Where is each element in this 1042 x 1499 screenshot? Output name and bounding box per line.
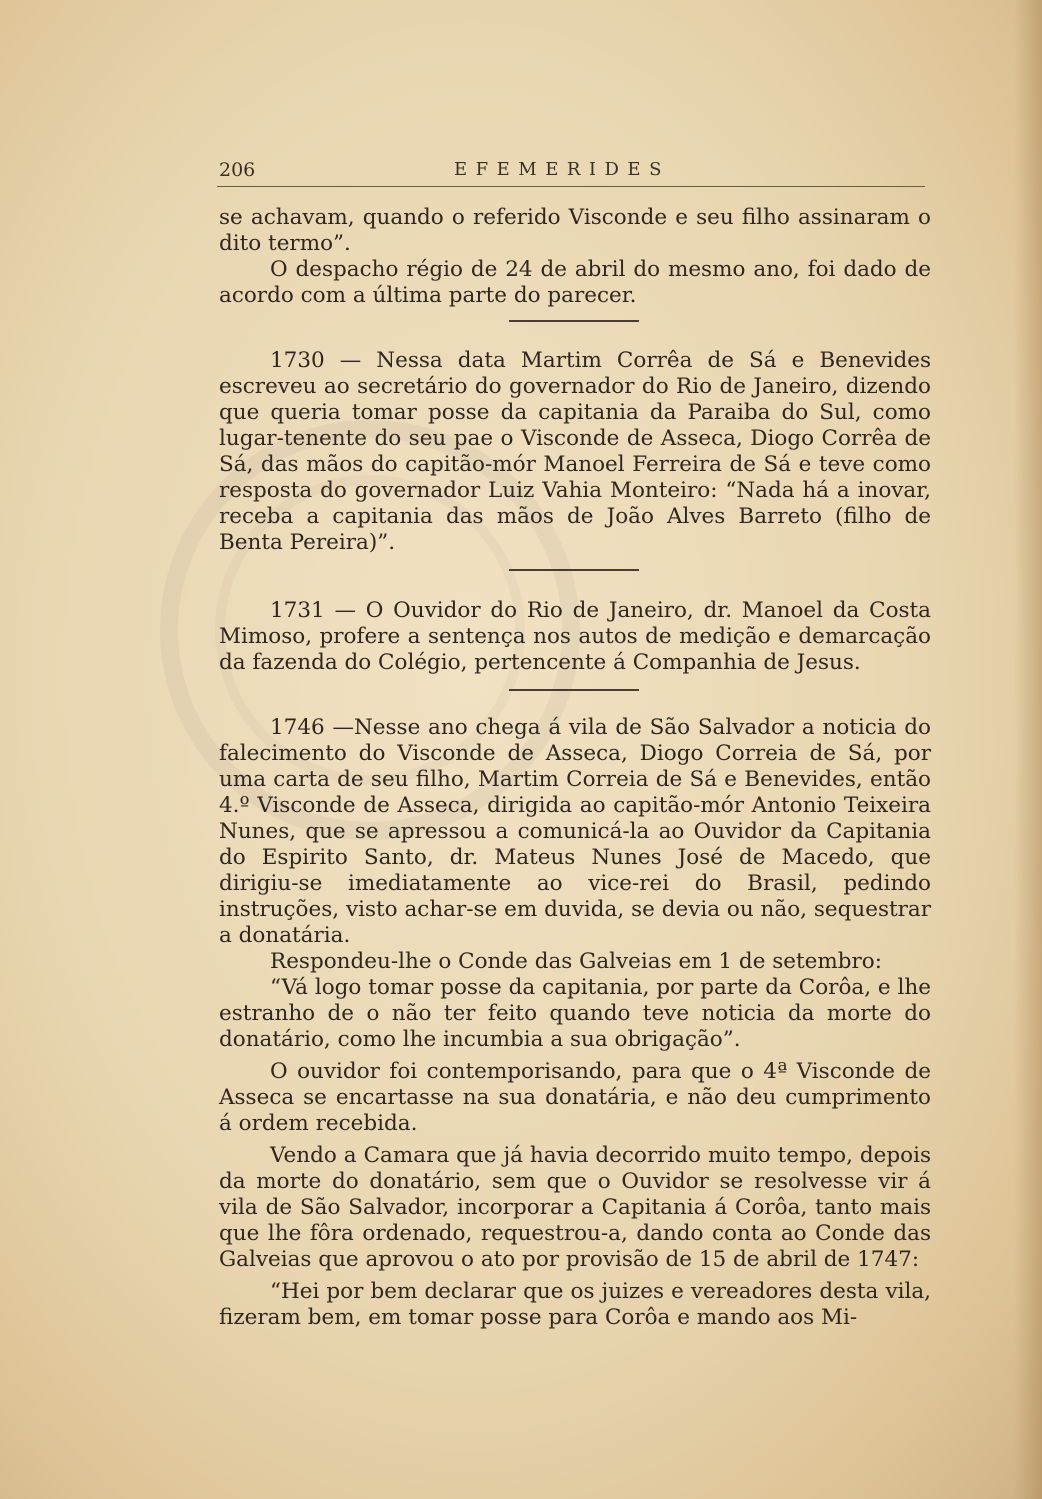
paragraph: Respondeu-lhe o Conde das Galveias em 1 de setembro:: [270, 949, 882, 974]
quote: “Vá logo tomar posse da capitania, por parte da Corôa, e lhe estranho de o não ter feito quando teve noticia da morte do donatário, como lhe incumbia a sua obrigação”.: [219, 975, 931, 1052]
quote: “Hei por bem declarar que os juizes e vereadores desta vila, fizeram bem, em tomar posse para Corôa e mando aos Mi-: [219, 1279, 931, 1330]
page-number: 206: [219, 159, 256, 181]
paragraph: Vendo a Camara que já havia decorrido muito tempo, depois da morte do donatário, sem que o Ouvidor se resolvesse vir á vila de São Salvador, incorporar a Capitania á Corôa, tanto mais que lhe fôra ordenado, requestrou-a, dando conta ao Conde das Galveias que aprovou o ato por provisão de 15 de abril de 1747:: [219, 1143, 931, 1272]
paragraph-1746: 1746 —Nesse ano chega á vila de São Salvador a noticia do falecimento do Visconde de Asseca, Diogo Correia de Sá, por uma carta de seu filho, Martim Correia de Sá e Benevides, então 4.º Visconde de Asseca, dirigida ao capitão-mór Antonio Teixeira Nunes, que se apressou a comunicá-la ao Ouvidor da Capitania do Espirito Santo, dr. Mateus Nunes José de Macedo, que dirigiu-se imediatamente ao vice-rei do Brasil, pedindo instruções, visto achar-se em duvida, se devia ou não, sequestrar a donatária.: [219, 715, 931, 948]
header-rule: [217, 186, 925, 187]
section-separator: [509, 320, 639, 322]
section-separator: [509, 689, 639, 691]
paragraph: se achavam, quando o referido Visconde e seu filho assinaram o dito termo”.: [219, 205, 931, 256]
paragraph-1731: 1731 — O Ouvidor do Rio de Janeiro, dr. Manoel da Costa Mimoso, profere a sentença nos autos de medição e demarcação da fazenda do Colégio, pertencente á Companhia de Jesus.: [219, 598, 931, 675]
body-text: [219, 205, 931, 1331]
page-edge-shadow: [1014, 0, 1042, 1499]
running-title: EFEMERIDES: [454, 159, 670, 180]
paragraph: O despacho régio de 24 de abril do mesmo ano, foi dado de acordo com a última parte do parecer.: [219, 257, 931, 308]
page-header: [219, 157, 925, 187]
paragraph: O ouvidor foi contemporisando, para que o 4ª Visconde de Asseca se encartasse na sua donatária, e não deu cumprimento á ordem recebida.: [219, 1059, 931, 1136]
paragraph-1730: 1730 — Nessa data Martim Corrêa de Sá e Benevides escreveu ao secretário do governador do Rio de Janeiro, dizendo que queria tomar posse da capitania da Paraiba do Sul, como lugar-tenente do seu pae o Visconde de Asseca, Diogo Corrêa de Sá, das mãos do capitão-mór Manoel Ferreira de Sá e teve como resposta do governador Luiz Vahia Monteiro: “Nada há a inovar, receba a capitania das mãos de João Alves Barreto (filho de Benta Pereira)”.: [219, 348, 931, 555]
section-separator: [509, 569, 639, 571]
